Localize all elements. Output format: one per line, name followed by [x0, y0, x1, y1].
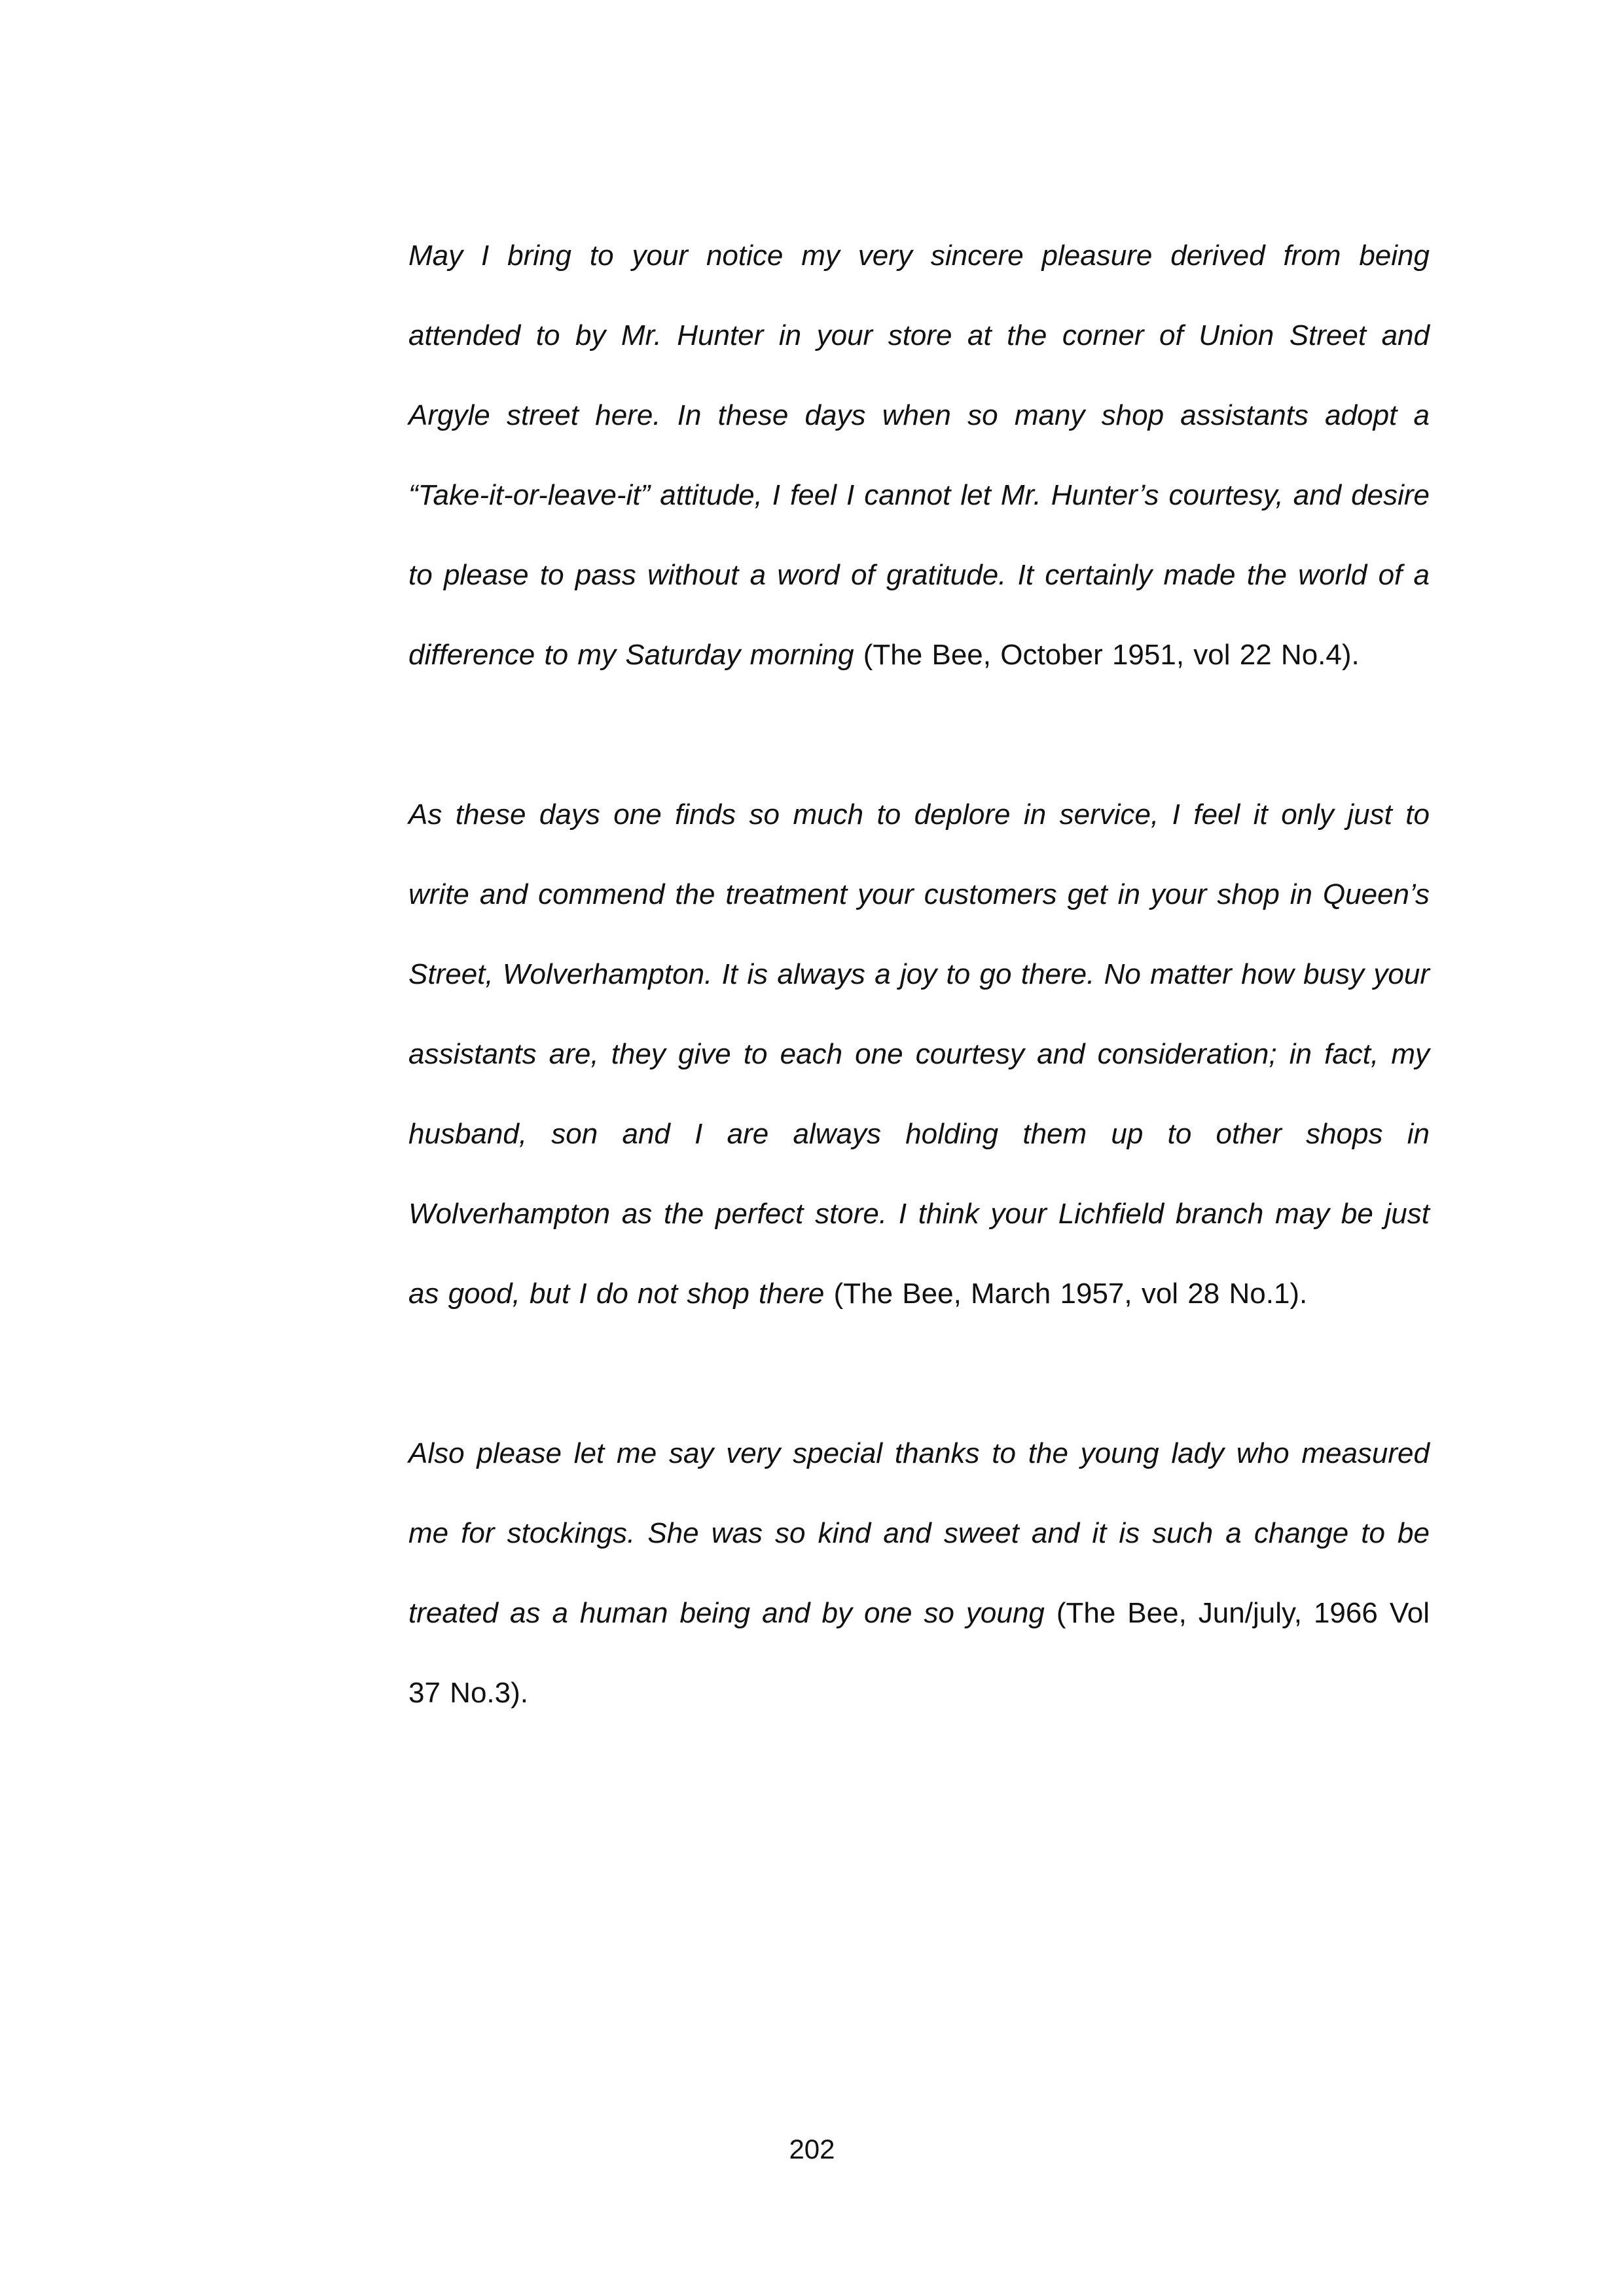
quote-text: As these days one finds so much to deplore in service, I feel it only just to write and commend the treatment your customers get in your shop in Queen’s Street, Wolverhampton. It is always a joy to go there. No matter how busy your assistants are, they give to each one courtesy and consideration; in fact, my husband, son and I are always holding them up to other shops in Wolverhampton as the perfect store. I think your Lichfield branch may be just as good, but I do not shop there — [408, 798, 1430, 1310]
quote-paragraph-2 — [408, 775, 1430, 1334]
quote-citation: (The Bee, March 1957, vol 28 No.1). — [833, 1278, 1308, 1310]
page-body — [408, 216, 1430, 1733]
page-number: 202 — [789, 2134, 835, 2164]
quote-citation: (The Bee, October 1951, vol 22 No.4). — [863, 639, 1360, 671]
quote-citation: (The Bee, Jun/july, 1966 Vol 37 No.3). — [408, 1597, 1430, 1709]
quote-text: May I bring to your notice my very sincere pleasure derived from being attended to by Mr. Hunter in your store at the corner of Union Street and Argyle street here. In these days when so many shop assistants adopt a “Take-it-or-leave-it” attitude, I feel I cannot let Mr. Hunter’s courtesy, and desire to please to pass without a word of gratitude. It certainly made the world of a difference to my Saturday morning — [408, 240, 1430, 671]
quote-paragraph-3 — [408, 1414, 1430, 1733]
quote-paragraph-1 — [408, 216, 1430, 695]
quote-text: Also please let me say very special thanks to the young lady who measured me for stockings. She was so kind and sweet and it is such a change to be treated as a human being and by one so young — [408, 1437, 1430, 1629]
